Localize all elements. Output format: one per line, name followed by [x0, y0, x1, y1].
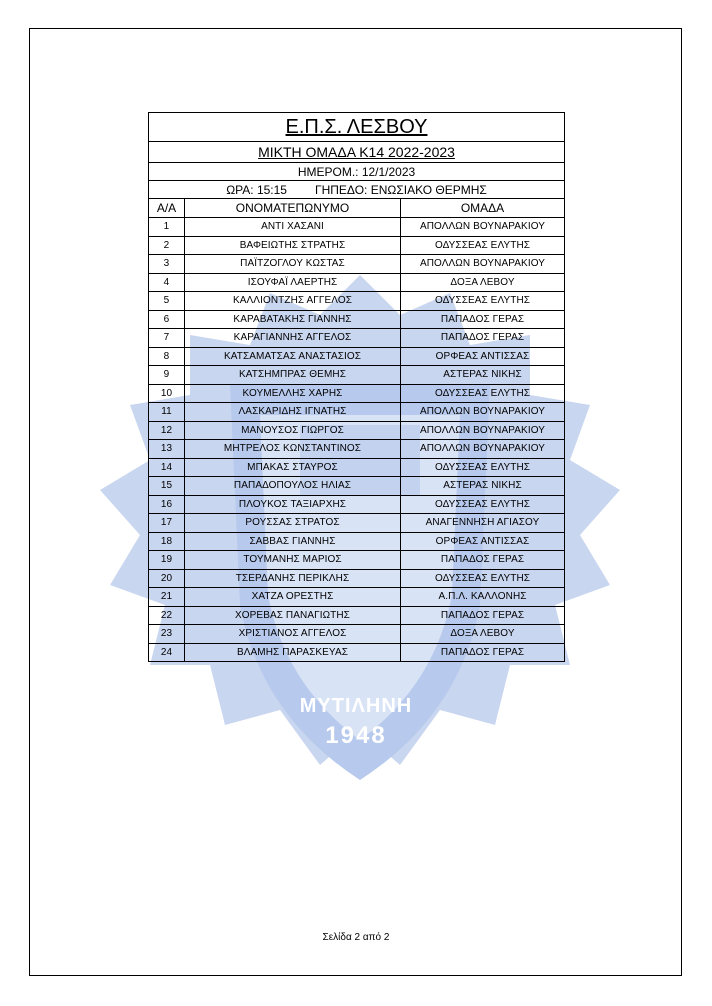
- player-team: ΔΟΞΑ ΛΕΒΟΥ: [401, 625, 565, 644]
- player-num: 13: [149, 440, 185, 459]
- player-team: ΟΔΥΣΣΕΑΣ ΕΛΥΤΗΣ: [401, 495, 565, 514]
- federation-title: Ε.Π.Σ. ΛΕΣΒΟΥ: [149, 113, 565, 142]
- player-name: ΙΣΟΥΦΑΪ ΛΑΕΡΤΗΣ: [185, 273, 401, 292]
- player-team: Α.Π.Λ. ΚΑΛΛΟΝΗΣ: [401, 588, 565, 607]
- table-row: [149, 551, 565, 570]
- player-team: ΑΝΑΓΕΝΝΗΣΗ ΑΓΙΑΣΟΥ: [401, 514, 565, 533]
- watermark-year: 1948: [325, 722, 387, 749]
- player-team: ΠΑΠΑΔΟΣ ΓΕΡΑΣ: [401, 310, 565, 329]
- table-row: [149, 514, 565, 533]
- player-name: ΡΟΥΣΣΑΣ ΣΤΡΑΤΟΣ: [185, 514, 401, 533]
- table-row: [149, 532, 565, 551]
- player-name: ΠΛΟΥΚΟΣ ΤΑΞΙΑΡΧΗΣ: [185, 495, 401, 514]
- player-team: ΑΠΟΛΛΩΝ ΒΟΥΝΑΡΑΚΙΟΥ: [401, 440, 565, 459]
- player-name: ΚΟΥΜΕΛΛΗΣ ΧΑΡΗΣ: [185, 384, 401, 403]
- table-row: [149, 458, 565, 477]
- table-row: [149, 255, 565, 274]
- player-num: 6: [149, 310, 185, 329]
- table-row: [149, 421, 565, 440]
- player-num: 5: [149, 292, 185, 311]
- player-name: ΠΑΪΤΖΟΓΛΟΥ ΚΩΣΤΑΣ: [185, 255, 401, 274]
- player-name: ΒΛΑΜΗΣ ΠΑΡΑΣΚΕΥΑΣ: [185, 643, 401, 662]
- player-team: ΑΣΤΕΡΑΣ ΝΙΚΗΣ: [401, 477, 565, 496]
- player-team: ΠΑΠΑΔΟΣ ΓΕΡΑΣ: [401, 551, 565, 570]
- player-num: 17: [149, 514, 185, 533]
- table-row: [149, 643, 565, 662]
- player-name: ΤΟΥΜΑΝΗΣ ΜΑΡΙΟΣ: [185, 551, 401, 570]
- player-name: ΚΑΛΛΙΟΝΤΖΗΣ ΑΓΓΕΛΟΣ: [185, 292, 401, 311]
- player-num: 12: [149, 421, 185, 440]
- player-num: 21: [149, 588, 185, 607]
- player-team: ΟΔΥΣΣΕΑΣ ΕΛΥΤΗΣ: [401, 292, 565, 311]
- match-venue: ΓΗΠΕΔΟ: ΕΝΩΣΙΑΚΟ ΘΕΡΜΗΣ: [314, 182, 487, 197]
- player-name: ΚΑΤΣΑΜΑΤΣΑΣ ΑΝΑΣΤΑΣΙΟΣ: [185, 347, 401, 366]
- player-team: ΟΔΥΣΣΕΑΣ ΕΛΥΤΗΣ: [401, 384, 565, 403]
- player-num: 14: [149, 458, 185, 477]
- player-name: ΜΗΤΡΕΛΟΣ ΚΩΝΣΤΑΝΤΙΝΟΣ: [185, 440, 401, 459]
- page-footer: Σελίδα 2 από 2: [322, 932, 390, 943]
- player-team: ΠΑΠΑΔΟΣ ΓΕΡΑΣ: [401, 606, 565, 625]
- table-row: [149, 366, 565, 385]
- player-team: ΟΔΥΣΣΕΑΣ ΕΛΥΤΗΣ: [401, 236, 565, 255]
- player-name: ΧΟΡΕΒΑΣ ΠΑΝΑΓΙΩΤΗΣ: [185, 606, 401, 625]
- match-time: ΩΡΑ: 15:15: [226, 182, 287, 197]
- table-row: [149, 477, 565, 496]
- player-num: 11: [149, 403, 185, 422]
- table-row: [149, 606, 565, 625]
- table-row: [149, 403, 565, 422]
- player-num: 19: [149, 551, 185, 570]
- player-num: 22: [149, 606, 185, 625]
- match-info: [149, 181, 565, 199]
- team-subtitle: ΜΙΚΤΗ ΟΜΑΔΑ Κ14 2022-2023: [149, 142, 565, 163]
- roster-table: [148, 112, 565, 662]
- table-row: [149, 625, 565, 644]
- player-team: ΠΑΠΑΔΟΣ ΓΕΡΑΣ: [401, 329, 565, 348]
- player-num: 20: [149, 569, 185, 588]
- player-team: ΟΡΦΕΑΣ ΑΝΤΙΣΣΑΣ: [401, 532, 565, 551]
- player-name: ΒΑΦΕΙΩΤΗΣ ΣΤΡΑΤΗΣ: [185, 236, 401, 255]
- table-row: [149, 310, 565, 329]
- player-name: ΚΑΤΣΗΜΠΡΑΣ ΘΕΜΗΣ: [185, 366, 401, 385]
- player-num: 15: [149, 477, 185, 496]
- col-header-name: ΟΝΟΜΑΤΕΠΩΝΥΜΟ: [185, 199, 401, 218]
- table-row: [149, 495, 565, 514]
- player-team: ΟΔΥΣΣΕΑΣ ΕΛΥΤΗΣ: [401, 458, 565, 477]
- player-team: ΑΠΟΛΛΩΝ ΒΟΥΝΑΡΑΚΙΟΥ: [401, 255, 565, 274]
- player-team: ΑΠΟΛΛΩΝ ΒΟΥΝΑΡΑΚΙΟΥ: [401, 218, 565, 237]
- table-row: [149, 569, 565, 588]
- table-header-row: [149, 199, 565, 218]
- col-header-num: Α/Α: [149, 199, 185, 218]
- table-row: [149, 236, 565, 255]
- player-name: ΜΠΑΚΑΣ ΣΤΑΥΡΟΣ: [185, 458, 401, 477]
- table-row: [149, 329, 565, 348]
- player-name: ΛΑΣΚΑΡΙΔΗΣ ΙΓΝΑΤΗΣ: [185, 403, 401, 422]
- player-num: 2: [149, 236, 185, 255]
- player-num: 18: [149, 532, 185, 551]
- table-row: [149, 440, 565, 459]
- player-num: 1: [149, 218, 185, 237]
- player-name: ΑΝΤΙ ΧΑΣΑΝΙ: [185, 218, 401, 237]
- table-row: [149, 347, 565, 366]
- player-name: ΤΣΕΡΔΑΝΗΣ ΠΕΡΙΚΛΗΣ: [185, 569, 401, 588]
- watermark-city: ΜΥΤΙΛΗΝΗ: [299, 695, 413, 717]
- player-num: 3: [149, 255, 185, 274]
- player-name: ΧΡΙΣΤΙΑΝΟΣ ΑΓΓΕΛΟΣ: [185, 625, 401, 644]
- player-num: 7: [149, 329, 185, 348]
- table-row: [149, 292, 565, 311]
- player-team: ΟΡΦΕΑΣ ΑΝΤΙΣΣΑΣ: [401, 347, 565, 366]
- player-name: ΚΑΡΑΓΙΑΝΝΗΣ ΑΓΓΕΛΟΣ: [185, 329, 401, 348]
- player-num: 10: [149, 384, 185, 403]
- player-name: ΧΑΤΖΑ ΟΡΕΣΤΗΣ: [185, 588, 401, 607]
- player-team: ΟΔΥΣΣΕΑΣ ΕΛΥΤΗΣ: [401, 569, 565, 588]
- table-row: [149, 273, 565, 292]
- player-num: 4: [149, 273, 185, 292]
- player-team: ΔΟΞΑ ΛΕΒΟΥ: [401, 273, 565, 292]
- col-header-team: ΟΜΑΔΑ: [401, 199, 565, 218]
- player-num: 23: [149, 625, 185, 644]
- roster-body: [149, 218, 565, 662]
- table-row: [149, 218, 565, 237]
- player-name: ΚΑΡΑΒΑΤΑΚΗΣ ΓΙΑΝΝΗΣ: [185, 310, 401, 329]
- match-date: ΗΜΕΡΟΜ.: 12/1/2023: [149, 163, 565, 181]
- player-num: 9: [149, 366, 185, 385]
- player-name: ΣΑΒΒΑΣ ΓΙΑΝΝΗΣ: [185, 532, 401, 551]
- player-team: ΠΑΠΑΔΟΣ ΓΕΡΑΣ: [401, 643, 565, 662]
- player-num: 8: [149, 347, 185, 366]
- player-team: ΑΣΤΕΡΑΣ ΝΙΚΗΣ: [401, 366, 565, 385]
- player-num: 24: [149, 643, 185, 662]
- table-row: [149, 384, 565, 403]
- player-team: ΑΠΟΛΛΩΝ ΒΟΥΝΑΡΑΚΙΟΥ: [401, 403, 565, 422]
- player-team: ΑΠΟΛΛΩΝ ΒΟΥΝΑΡΑΚΙΟΥ: [401, 421, 565, 440]
- table-row: [149, 588, 565, 607]
- player-name: ΠΑΠΑΔΟΠΟΥΛΟΣ ΗΛΙΑΣ: [185, 477, 401, 496]
- player-name: ΜΑΝΟΥΣΟΣ ΓΙΩΡΓΟΣ: [185, 421, 401, 440]
- player-num: 16: [149, 495, 185, 514]
